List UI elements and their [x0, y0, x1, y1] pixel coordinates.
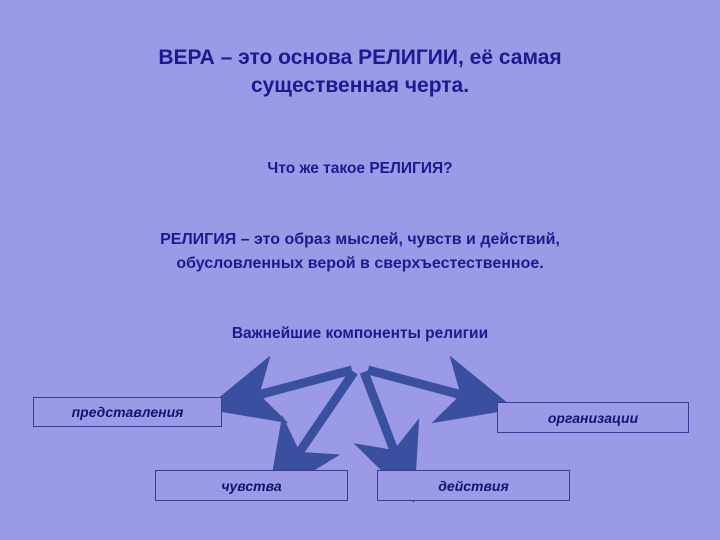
node-chuvstva: [155, 470, 348, 501]
question-line: Что же такое РЕЛИГИЯ?: [267, 160, 453, 177]
definition-religiya: РЕЛИГИЯ: [160, 231, 237, 248]
arrow-to-chuvstva: [290, 372, 354, 466]
node-chuvstva-label: чувства: [221, 477, 282, 494]
node-organizacii-label: организации: [547, 409, 639, 426]
title-religii: РЕЛИГИИ: [358, 46, 458, 69]
arrow-to-predstavleniya: [243, 370, 352, 399]
node-organizacii: [497, 402, 689, 433]
title-connector-1: – это основа: [214, 46, 359, 69]
node-deystviya-label: действия: [438, 477, 509, 494]
title-connector-2: , её самая: [458, 46, 562, 69]
components-heading: Важнейшие компоненты религии: [231, 325, 489, 342]
definition-line: [45, 228, 675, 276]
node-deystviya: [377, 470, 570, 501]
arrow-to-organizacii: [368, 370, 477, 399]
node-predstavleniya-label: представления: [71, 404, 184, 420]
title-line-1b: существенная черта.: [250, 74, 470, 98]
title-line-1: [60, 44, 660, 101]
definition-text-1: – это образ мыслей, чувств и действий,: [236, 231, 560, 248]
arrow-to-deystviya: [364, 372, 400, 466]
title-vera: ВЕРА: [158, 46, 215, 69]
node-predstavleniya: [33, 397, 222, 427]
definition-text-2: обусловленных верой в сверхъестественное.: [176, 255, 544, 272]
